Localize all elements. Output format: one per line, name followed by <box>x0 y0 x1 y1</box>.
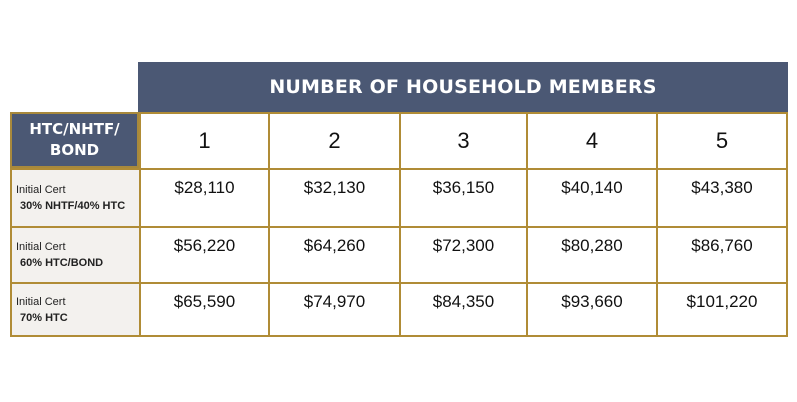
column-header <box>268 112 399 168</box>
table-cell: $65,590 <box>139 282 268 335</box>
column-header <box>656 112 786 168</box>
row-label <box>12 226 141 282</box>
income-limits-table <box>139 112 788 337</box>
program-header-line2: BOND <box>49 141 100 159</box>
row-label-line1: Initial Cert <box>16 295 66 308</box>
row-label-column <box>10 168 141 337</box>
column-header <box>139 112 268 168</box>
row-label-line1: Initial Cert <box>16 184 66 196</box>
column-header-label: 3 <box>457 128 470 153</box>
table-cell: $36,150 <box>399 168 526 226</box>
table-cell: $32,130 <box>268 168 399 226</box>
table-cell: $86,760 <box>656 226 786 282</box>
column-header-label: 5 <box>715 128 729 153</box>
table-cell: $93,660 <box>526 282 656 335</box>
row-label-line2: 30% NHTF/40% HTC <box>20 200 126 212</box>
table-cell: $64,260 <box>268 226 399 282</box>
table-title: NUMBER OF HOUSEHOLD MEMBERS <box>269 76 657 98</box>
program-header-cell <box>10 112 139 168</box>
table-title-banner <box>138 62 788 112</box>
table-cell: $74,970 <box>268 282 399 335</box>
table-cell: $84,350 <box>399 282 526 335</box>
table-cell: $40,140 <box>526 168 656 226</box>
column-header <box>399 112 526 168</box>
row-label-line1: Initial Cert <box>16 241 66 253</box>
column-header-label: 2 <box>328 128 341 153</box>
table-cell: $80,280 <box>526 226 656 282</box>
table-cell: $56,220 <box>139 226 268 282</box>
table-cell: $101,220 <box>656 282 786 335</box>
row-label <box>12 282 141 335</box>
table-cell: $43,380 <box>656 168 786 226</box>
column-header-label: 1 <box>198 128 211 153</box>
row-label-line2: 60% HTC/BOND <box>20 257 104 269</box>
column-header-label: 4 <box>585 128 599 153</box>
column-header <box>526 112 656 168</box>
table-cell: $72,300 <box>399 226 526 282</box>
row-label <box>12 168 141 226</box>
program-header-line1: HTC/NHTF/ <box>29 120 120 138</box>
table-cell: $28,110 <box>139 168 268 226</box>
row-label-line2: 70% HTC <box>20 311 68 324</box>
